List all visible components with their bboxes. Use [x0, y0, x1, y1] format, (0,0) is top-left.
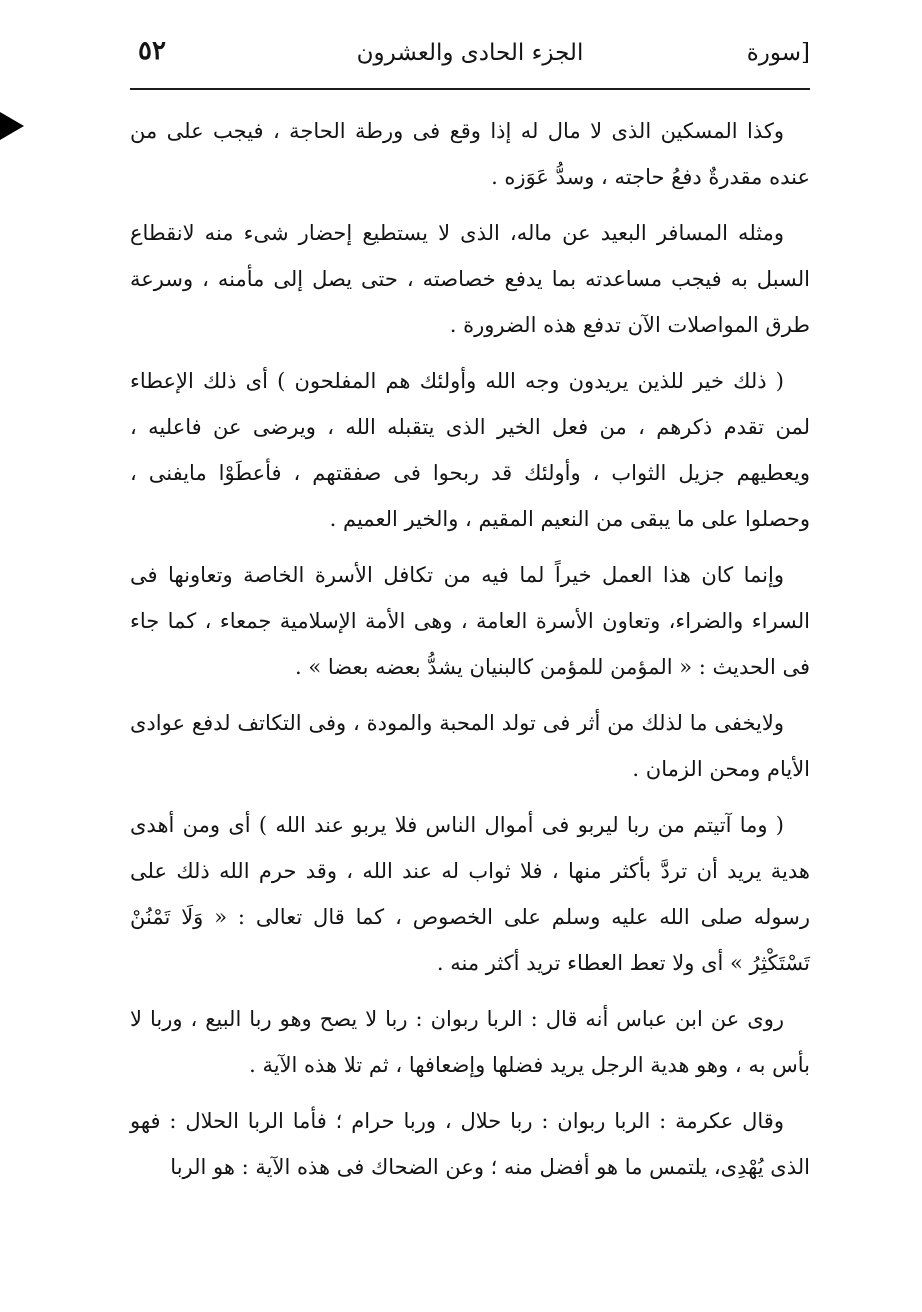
page-header [130, 36, 810, 80]
paragraph: وكذا المسكين الذى لا مال له إذا وقع فى ورطة الحاجة ، فيجب على من عنده مقدرةٌ دفعُ حاجته ، وسدُّ عَوَزه . [130, 119, 810, 189]
paragraph: وإنما كان هذا العمل خيراً لما فيه من تكافل الأسرة الخاصة وتعاونها فى السراء والضراء، وتعاون الأسرة العامة ، وهى الأمة الإسلامية جمعاء ، كما جاء فى الحديث : « المؤمن للمؤمن كالبنيان يشدُّ بعضه بعضا » . [130, 563, 810, 679]
paragraph: ( وما آتيتم من ربا ليربو فى أموال الناس فلا يربو عند الله ) أى ومن أهدى هدية يريد أن تردَّ بأكثر منها ، فلا ثواب له عند الله ، وقد حرم الله ذلك على رسوله صلى الله عليه وسلم على الخصوص ، كما قال تعالى : « وَلَا تَمْنُنْ تَسْتَكْثِرُ » أى ولا تعط العطاء تريد أكثر منه . [130, 813, 810, 975]
paragraph: ولايخفى ما لذلك من أثر فى تولد المحبة والمودة ، وفى التكاتف لدفع عوادى الأيام ومحن الزمان . [130, 711, 810, 781]
margin-ink-mark [0, 112, 24, 140]
page-number: ٥٢ [138, 36, 166, 66]
paragraph: ومثله المسافر البعيد عن ماله، الذى لا يستطيع إحضار شىء منه لانقطاع السبل به فيجب مساعدته بما يدفع خصاصته ، حتى يصل إلى مأمنه ، وسرعة طرق المواصلات الآن تدفع هذه الضرورة . [130, 221, 810, 337]
paragraph: ( ذلك خير للذين يريدون وجه الله وأولئك هم المفلحون ) أى ذلك الإعطاء لمن تقدم ذكرهم ، من فعل الخير الذى يتقبله الله ، ويرضى عن فاعليه ، ويعطيهم جزيل الثواب ، وأولئك قد ربحوا فى صفقتهم ، فأعطَوْا مايفنى ، وحصلوا على ما يبقى من النعيم المقيم ، والخير العميم . [130, 369, 810, 531]
header-rule [130, 88, 810, 90]
paragraph: وقال عكرمة : الربا ربوان : ربا حلال ، وربا حرام ؛ فأما الربا الحلال : فهو الذى يُهْدِى، يلتمس ما هو أفضل منه ؛ وعن الضحاك فى هذه الآية : هو الربا [130, 1109, 810, 1179]
paragraph: روى عن ابن عباس أنه قال : الربا ربوان : ربا لا يصح وهو ربا البيع ، وربا لا بأس به ، وهو هدية الرجل يريد فضلها وإضعافها ، ثم تلا هذه الآية . [130, 1007, 810, 1077]
body-text [130, 108, 810, 1200]
running-title: الجزء الحادى والعشرون [356, 40, 584, 66]
surah-label: [سورة [746, 40, 810, 66]
